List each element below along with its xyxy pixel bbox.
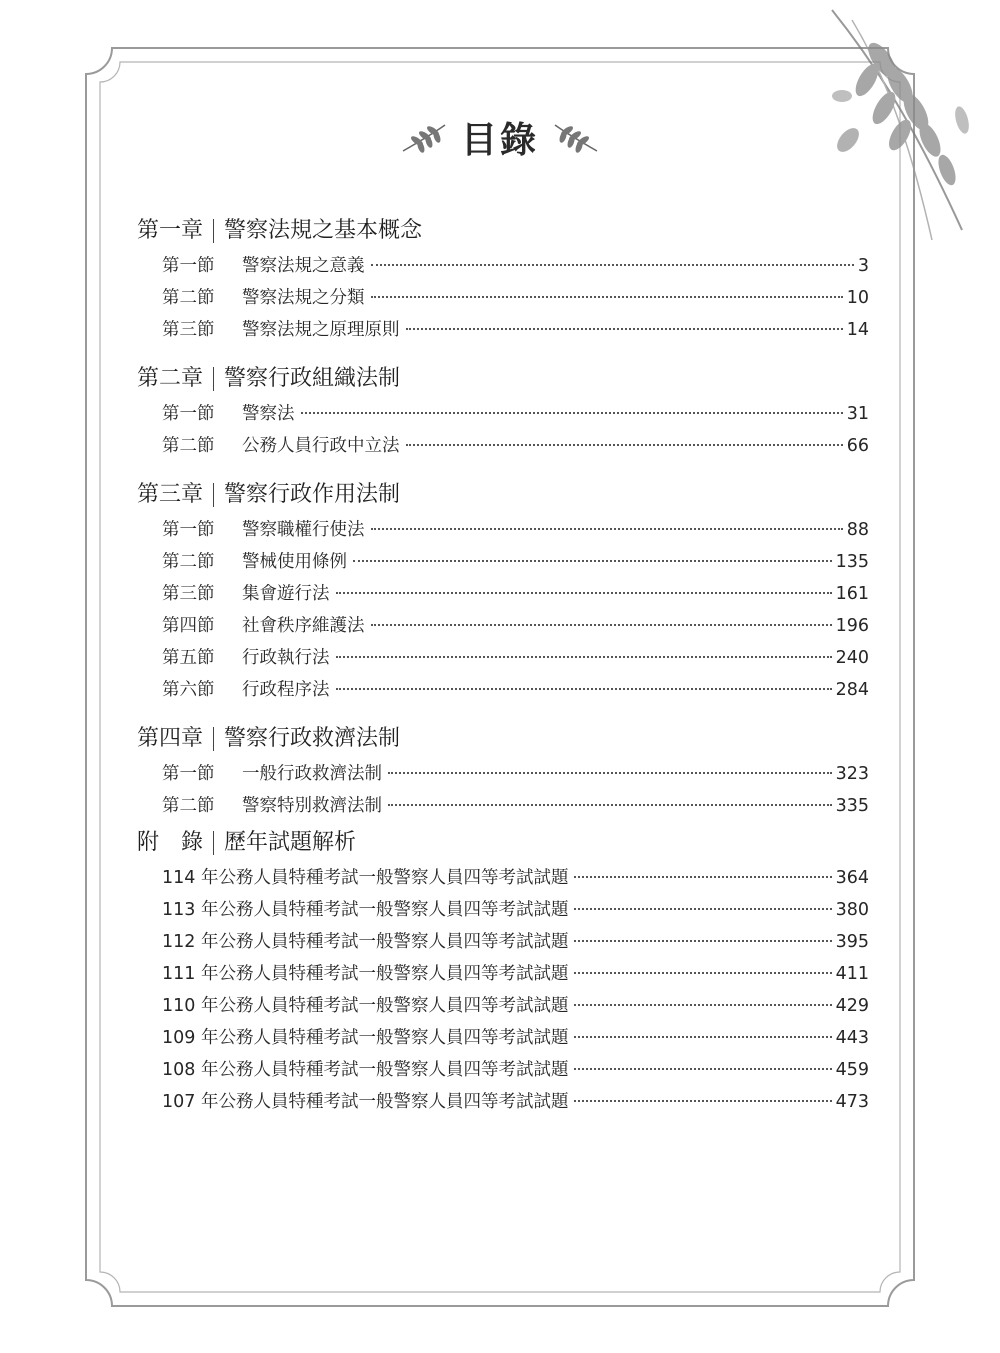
section-number: 第二節 bbox=[162, 552, 215, 572]
dot-leader bbox=[371, 296, 843, 298]
chapter-divider bbox=[213, 831, 214, 855]
dot-leader bbox=[406, 444, 843, 446]
section-title: 警察法規之意義 bbox=[242, 256, 365, 276]
dot-leader bbox=[574, 1100, 831, 1102]
page-number: 395 bbox=[835, 932, 869, 952]
dot-leader bbox=[301, 412, 843, 414]
dot-leader bbox=[574, 876, 831, 878]
section-number: 第二節 bbox=[162, 288, 215, 308]
dot-leader bbox=[388, 804, 832, 806]
page-number: 364 bbox=[835, 868, 869, 888]
chapter-divider bbox=[213, 483, 214, 507]
section-title: 集會遊行法 bbox=[242, 584, 330, 604]
page-number: 335 bbox=[835, 796, 869, 816]
page-number: 429 bbox=[835, 996, 869, 1016]
exam-entry[interactable] bbox=[162, 1086, 869, 1118]
chapter-label: 第二章 bbox=[137, 366, 204, 391]
section-title: 警察法 bbox=[242, 404, 295, 424]
page-number: 31 bbox=[846, 404, 869, 424]
exam-title: 114 年公務人員特種考試一般警察人員四等考試試題 bbox=[162, 868, 569, 888]
dot-leader bbox=[574, 1068, 831, 1070]
page-number: 3 bbox=[857, 256, 869, 276]
exam-title: 111 年公務人員特種考試一般警察人員四等考試試題 bbox=[162, 964, 569, 984]
section-number: 第一節 bbox=[162, 404, 215, 424]
exam-title: 110 年公務人員特種考試一般警察人員四等考試試題 bbox=[162, 996, 569, 1016]
toc-entry[interactable] bbox=[162, 610, 869, 642]
section-title: 警察法規之分類 bbox=[242, 288, 365, 308]
section-number: 第一節 bbox=[162, 256, 215, 276]
left-sprig-icon bbox=[401, 121, 447, 155]
dot-leader bbox=[336, 656, 832, 658]
page-number: 88 bbox=[846, 520, 869, 540]
section-number: 第二節 bbox=[162, 436, 215, 456]
exam-entry[interactable] bbox=[162, 894, 869, 926]
dot-leader bbox=[371, 264, 854, 266]
toc-heading bbox=[0, 112, 1000, 164]
section-number: 第一節 bbox=[162, 764, 215, 784]
dot-leader bbox=[574, 940, 831, 942]
section-title: 警察特別救濟法制 bbox=[242, 796, 382, 816]
page-number: 161 bbox=[835, 584, 869, 604]
toc-entry[interactable] bbox=[162, 674, 869, 706]
section-title: 警械使用條例 bbox=[242, 552, 347, 572]
dot-leader bbox=[336, 688, 832, 690]
toc-entry[interactable] bbox=[162, 790, 869, 822]
dot-leader bbox=[574, 1036, 831, 1038]
dot-leader bbox=[574, 1004, 831, 1006]
chapter-name: 警察行政組織法制 bbox=[224, 366, 401, 391]
chapter-heading[interactable] bbox=[137, 360, 869, 398]
section-number: 第一節 bbox=[162, 520, 215, 540]
dot-leader bbox=[388, 772, 832, 774]
chapter-divider bbox=[213, 367, 214, 391]
toc-entry[interactable] bbox=[162, 282, 869, 314]
chapter-label: 第一章 bbox=[137, 218, 204, 243]
exam-title: 107 年公務人員特種考試一般警察人員四等考試試題 bbox=[162, 1092, 569, 1112]
exam-entry[interactable] bbox=[162, 990, 869, 1022]
exam-title: 112 年公務人員特種考試一般警察人員四等考試試題 bbox=[162, 932, 569, 952]
section-number: 第五節 bbox=[162, 648, 215, 668]
chapter-label: 第四章 bbox=[137, 726, 204, 751]
exam-title: 108 年公務人員特種考試一般警察人員四等考試試題 bbox=[162, 1060, 569, 1080]
page-number: 443 bbox=[835, 1028, 869, 1048]
page-number: 459 bbox=[835, 1060, 869, 1080]
dot-leader bbox=[353, 560, 832, 562]
section-number: 第三節 bbox=[162, 584, 215, 604]
chapter-heading[interactable] bbox=[137, 476, 869, 514]
dot-leader bbox=[574, 972, 831, 974]
page-number: 14 bbox=[846, 320, 869, 340]
section-title: 一般行政救濟法制 bbox=[242, 764, 382, 784]
toc-entry[interactable] bbox=[162, 398, 869, 430]
chapter-name: 警察行政救濟法制 bbox=[224, 726, 401, 751]
chapter-heading[interactable] bbox=[137, 720, 869, 758]
chapter-name: 警察行政作用法制 bbox=[224, 482, 401, 507]
toc-entry[interactable] bbox=[162, 430, 869, 462]
page-number: 135 bbox=[835, 552, 869, 572]
section-title: 公務人員行政中立法 bbox=[242, 436, 400, 456]
section-number: 第六節 bbox=[162, 680, 215, 700]
exam-entry[interactable] bbox=[162, 926, 869, 958]
section-number: 第四節 bbox=[162, 616, 215, 636]
appendix-label: 附 錄 bbox=[137, 830, 204, 855]
chapter-divider bbox=[213, 219, 214, 243]
section-number: 第二節 bbox=[162, 796, 215, 816]
exam-entry[interactable] bbox=[162, 1022, 869, 1054]
toc-entry[interactable] bbox=[162, 642, 869, 674]
page-number: 411 bbox=[835, 964, 869, 984]
toc-entry[interactable] bbox=[162, 578, 869, 610]
exam-title: 113 年公務人員特種考試一般警察人員四等考試試題 bbox=[162, 900, 569, 920]
section-title: 行政執行法 bbox=[242, 648, 330, 668]
exam-entry[interactable] bbox=[162, 862, 869, 894]
table-of-contents bbox=[137, 212, 869, 1132]
appendix-name: 歷年試題解析 bbox=[224, 830, 357, 855]
appendix-heading[interactable] bbox=[137, 824, 869, 862]
page-title: 目錄 bbox=[460, 120, 539, 161]
section-title: 警察法規之原理原則 bbox=[242, 320, 400, 340]
dot-leader bbox=[371, 624, 832, 626]
exam-title: 109 年公務人員特種考試一般警察人員四等考試試題 bbox=[162, 1028, 569, 1048]
chapter-heading[interactable] bbox=[137, 212, 869, 250]
toc-entry[interactable] bbox=[162, 546, 869, 578]
page-number: 473 bbox=[835, 1092, 869, 1112]
toc-entry[interactable] bbox=[162, 314, 869, 346]
exam-entry[interactable] bbox=[162, 958, 869, 990]
page-number: 380 bbox=[835, 900, 869, 920]
dot-leader bbox=[371, 528, 843, 530]
chapter-label: 第三章 bbox=[137, 482, 204, 507]
page-number: 66 bbox=[846, 436, 869, 456]
toc-entry[interactable] bbox=[162, 514, 869, 546]
dot-leader bbox=[336, 592, 832, 594]
chapter-divider bbox=[213, 727, 214, 751]
toc-entry[interactable] bbox=[162, 250, 869, 282]
exam-entry[interactable] bbox=[162, 1054, 869, 1086]
section-title: 社會秩序維護法 bbox=[242, 616, 365, 636]
page-number: 240 bbox=[835, 648, 869, 668]
dot-leader bbox=[406, 328, 843, 330]
page-number: 10 bbox=[846, 288, 869, 308]
page-number: 196 bbox=[835, 616, 869, 636]
page-number: 284 bbox=[835, 680, 869, 700]
chapter-name: 警察法規之基本概念 bbox=[224, 218, 423, 243]
page-number: 323 bbox=[835, 764, 869, 784]
section-title: 行政程序法 bbox=[242, 680, 330, 700]
section-title: 警察職權行使法 bbox=[242, 520, 365, 540]
toc-entry[interactable] bbox=[162, 758, 869, 790]
right-sprig-icon bbox=[553, 121, 599, 155]
section-number: 第三節 bbox=[162, 320, 215, 340]
dot-leader bbox=[574, 908, 831, 910]
